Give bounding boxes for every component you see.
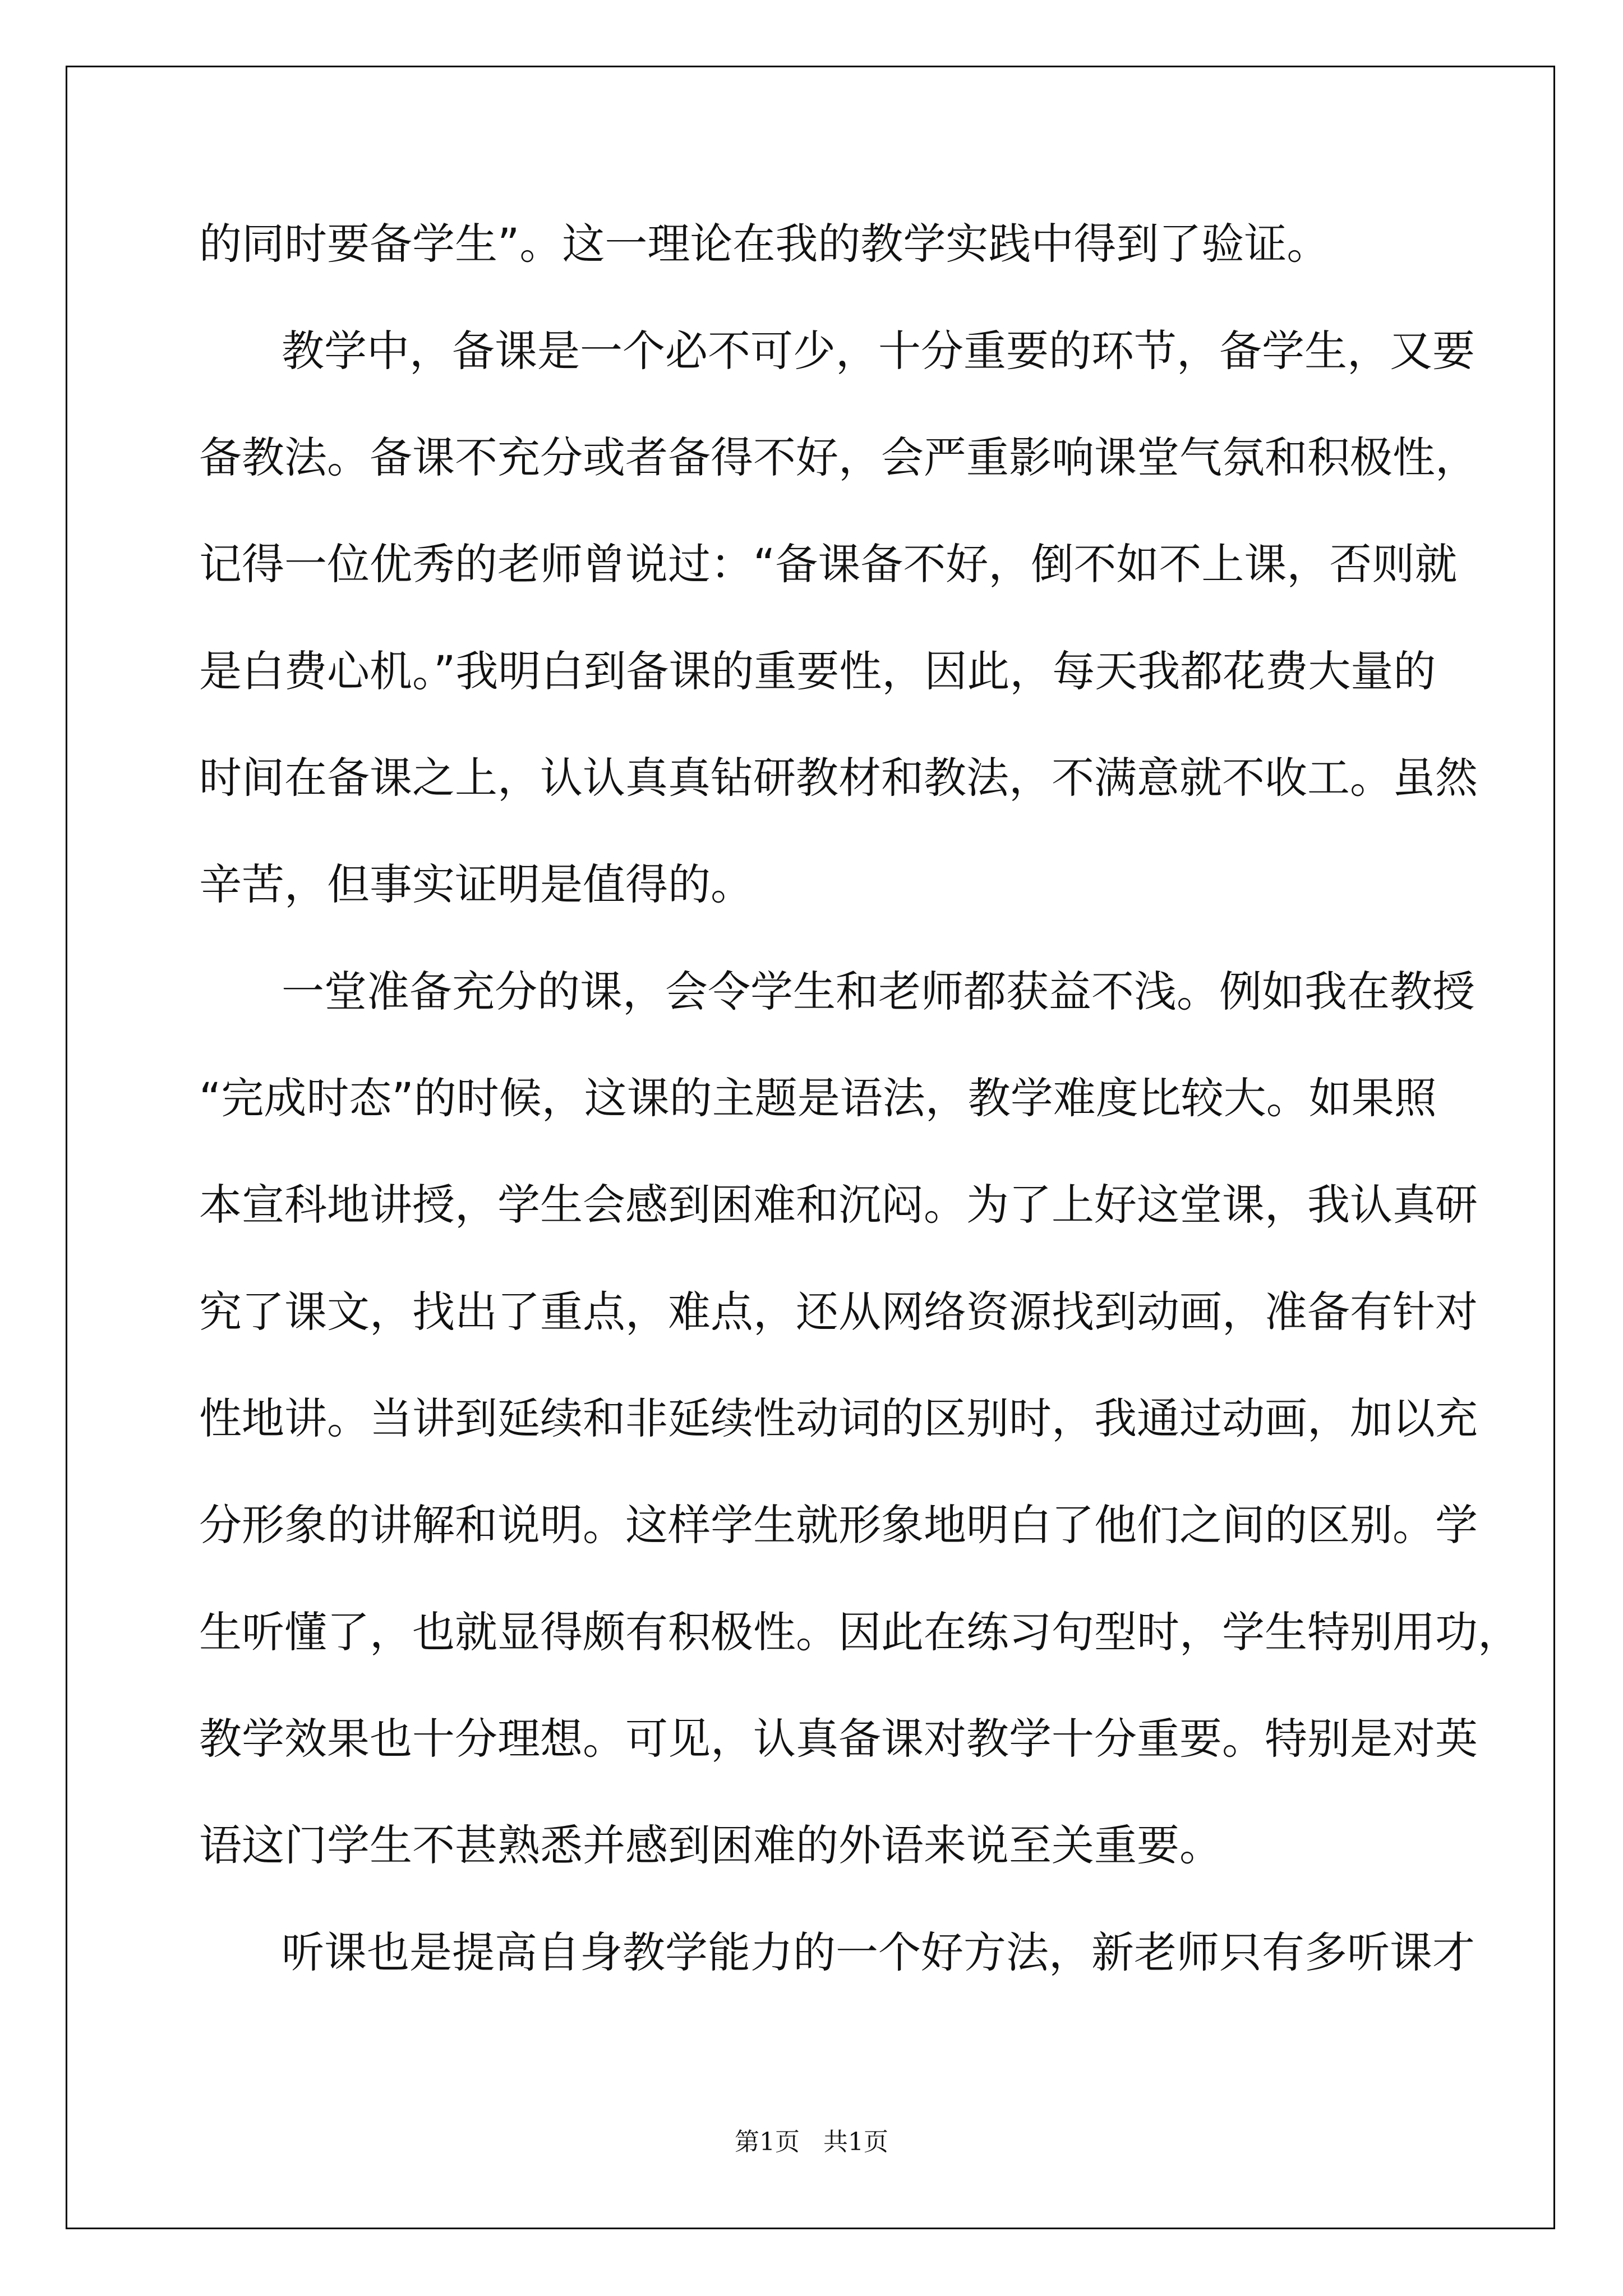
text-line: 时间在备课之上，认认真真钻研教材和教法，不满意就不收工。虽然 [199,753,1478,803]
text-line: 究了课文，找出了重点，难点，还从网络资源找到动画，准备有针对 [199,1287,1478,1337]
text-line: 语这门学生不甚熟悉并感到困难的外语来说至关重要。 [199,1820,1222,1870]
paragraph-first-line: 一堂准备充分的课，会令学生和老师都获益不浅。例如我在教授 [282,967,1475,1016]
text-line: 生听懂了，也就显得颇有积极性。因此在练习句型时，学生特别用功， [199,1607,1520,1657]
text-line: 教学效果也十分理想。可见，认真备课对教学十分重要。特别是对英 [199,1714,1478,1764]
paragraph-first-line: 听课也是提高自身教学能力的一个好方法，新老师只有多听课才 [282,1927,1475,1977]
text-line: 备教法。备课不充分或者备得不好，会严重影响课堂气氛和积极性， [199,432,1478,482]
text-line: 分形象的讲解和说明。这样学生就形象地明白了他们之间的区别。学 [199,1500,1478,1550]
text-line: 记得一位优秀的老师曾说过：“备课备不好，倒不如不上课，否则就 [199,539,1458,589]
page-footer: 第1页 共1页 [735,2128,888,2156]
text-line: 的同时要备学生”。这一理论在我的教学实践中得到了验证。 [199,219,1330,269]
text-line: “完成时态”的时候，这课的主题是语法，教学难度比较大。如果照 [199,1073,1437,1123]
text-line: 辛苦，但事实证明是值得的。 [199,859,753,909]
text-line: 本宣科地讲授，学生会感到困难和沉闷。为了上好这堂课，我认真研 [199,1180,1478,1230]
text-line: 性地讲。当讲到延续和非延续性动词的区别时，我通过动画，加以充 [199,1393,1478,1443]
text-line: 是白费心机。”我明白到备课的重要性，因此，每天我都花费大量的 [199,646,1436,696]
paragraph-first-line: 教学中，备课是一个必不可少，十分重要的环节，备学生，又要 [282,326,1475,376]
page-border [66,66,1555,2229]
